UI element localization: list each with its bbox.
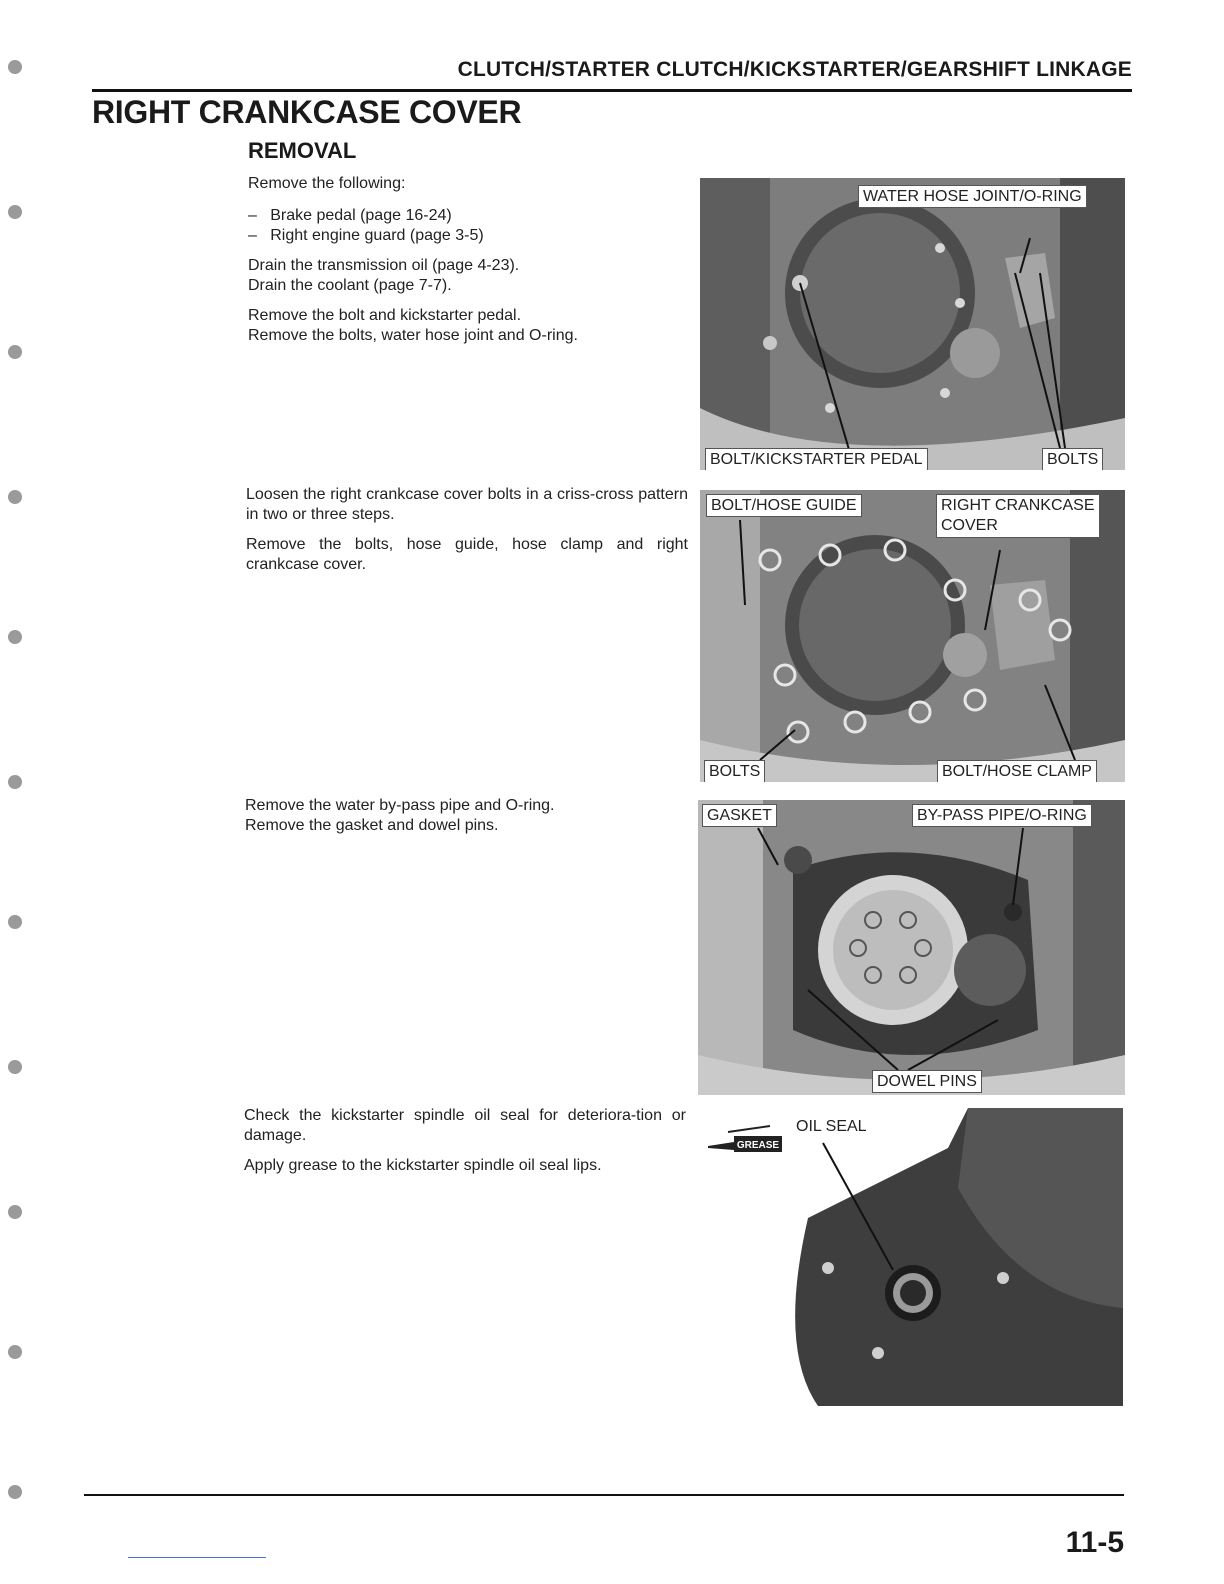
binder-hole <box>8 205 22 219</box>
photo-cover-bolts <box>700 490 1125 782</box>
chapter-title: CLUTCH/STARTER CLUTCH/KICKSTARTER/GEARSHIFT LINKAGE <box>457 58 1132 81</box>
step-3-text <box>245 796 675 836</box>
grease-label: GREASE <box>736 1140 780 1151</box>
callout-gasket: GASKET <box>702 804 777 827</box>
callout-oil-seal: OIL SEAL <box>796 1118 867 1135</box>
underline-artifact <box>128 1557 266 1558</box>
callout-bolt-kickstarter-pedal: BOLT/KICKSTARTER PEDAL <box>705 448 928 470</box>
cover-photo <box>698 1108 1123 1406</box>
binder-hole <box>8 630 22 644</box>
binder-hole <box>8 1205 22 1219</box>
callout-bolts: BOLTS <box>704 760 765 782</box>
section-title: RIGHT CRANKCASE COVER <box>92 94 522 130</box>
binder-hole <box>8 915 22 929</box>
paragraph: Remove the bolt and kickstarter pedal. <box>248 307 522 324</box>
photo-cover-installed <box>700 178 1125 470</box>
step-4-text <box>244 1106 686 1176</box>
binder-hole <box>8 490 22 504</box>
paragraph: Remove the gasket and dowel pins. <box>245 817 499 834</box>
step-1-text <box>248 174 678 346</box>
callout-right-crankcase-cover <box>936 494 1100 538</box>
callout-bolts: BOLTS <box>1042 448 1103 470</box>
binder-hole <box>8 345 22 359</box>
callout-line: RIGHT CRANKCASE <box>941 497 1095 514</box>
subsection-title: REMOVAL <box>248 138 357 163</box>
photo-oil-seal <box>698 1108 1123 1406</box>
callout-water-hose-joint: WATER HOSE JOINT/O-RING <box>858 185 1087 208</box>
callout-bolt-hose-guide: BOLT/HOSE GUIDE <box>706 494 862 517</box>
paragraph: Loosen the right crankcase cover bolts in a criss-cross pattern in two or three steps. <box>246 486 688 523</box>
step-2-text <box>246 485 688 575</box>
paragraph: Drain the coolant (page 7-7). <box>248 277 452 294</box>
callout-bolt-hose-clamp: BOLT/HOSE CLAMP <box>937 760 1097 782</box>
engine-photo <box>700 178 1125 470</box>
paragraph: Apply grease to the kickstarter spindle oil seal lips. <box>244 1157 602 1174</box>
binder-hole <box>8 1485 22 1499</box>
paragraph: Remove the bolts, water hose joint and O-ring. <box>248 327 578 344</box>
callout-line: COVER <box>941 517 998 534</box>
list-item: – Brake pedal (page 16-24) <box>248 207 452 224</box>
list-item: – Right engine guard (page 3-5) <box>248 227 484 244</box>
step-1-intro: Remove the following: <box>248 175 406 192</box>
page-number: 11-5 <box>1065 1526 1124 1559</box>
header-rule <box>92 89 1132 92</box>
paragraph: Drain the transmission oil (page 4-23). <box>248 257 520 274</box>
paragraph: Remove the water by-pass pipe and O-ring. <box>245 797 555 814</box>
callout-dowel-pins: DOWEL PINS <box>872 1070 982 1093</box>
paragraph: Remove the bolts, hose guide, hose clamp and right crankcase cover. <box>246 536 688 573</box>
paragraph: Check the kickstarter spindle oil seal for deteriora-tion or damage. <box>244 1107 686 1144</box>
binder-hole <box>8 775 22 789</box>
binder-hole <box>8 60 22 74</box>
photo-clutch-exposed <box>698 800 1125 1095</box>
binder-hole <box>8 1345 22 1359</box>
binder-hole <box>8 1060 22 1074</box>
engine-photo <box>698 800 1125 1095</box>
footer-rule <box>84 1494 1124 1496</box>
callout-by-pass-pipe: BY-PASS PIPE/O-RING <box>912 804 1092 827</box>
